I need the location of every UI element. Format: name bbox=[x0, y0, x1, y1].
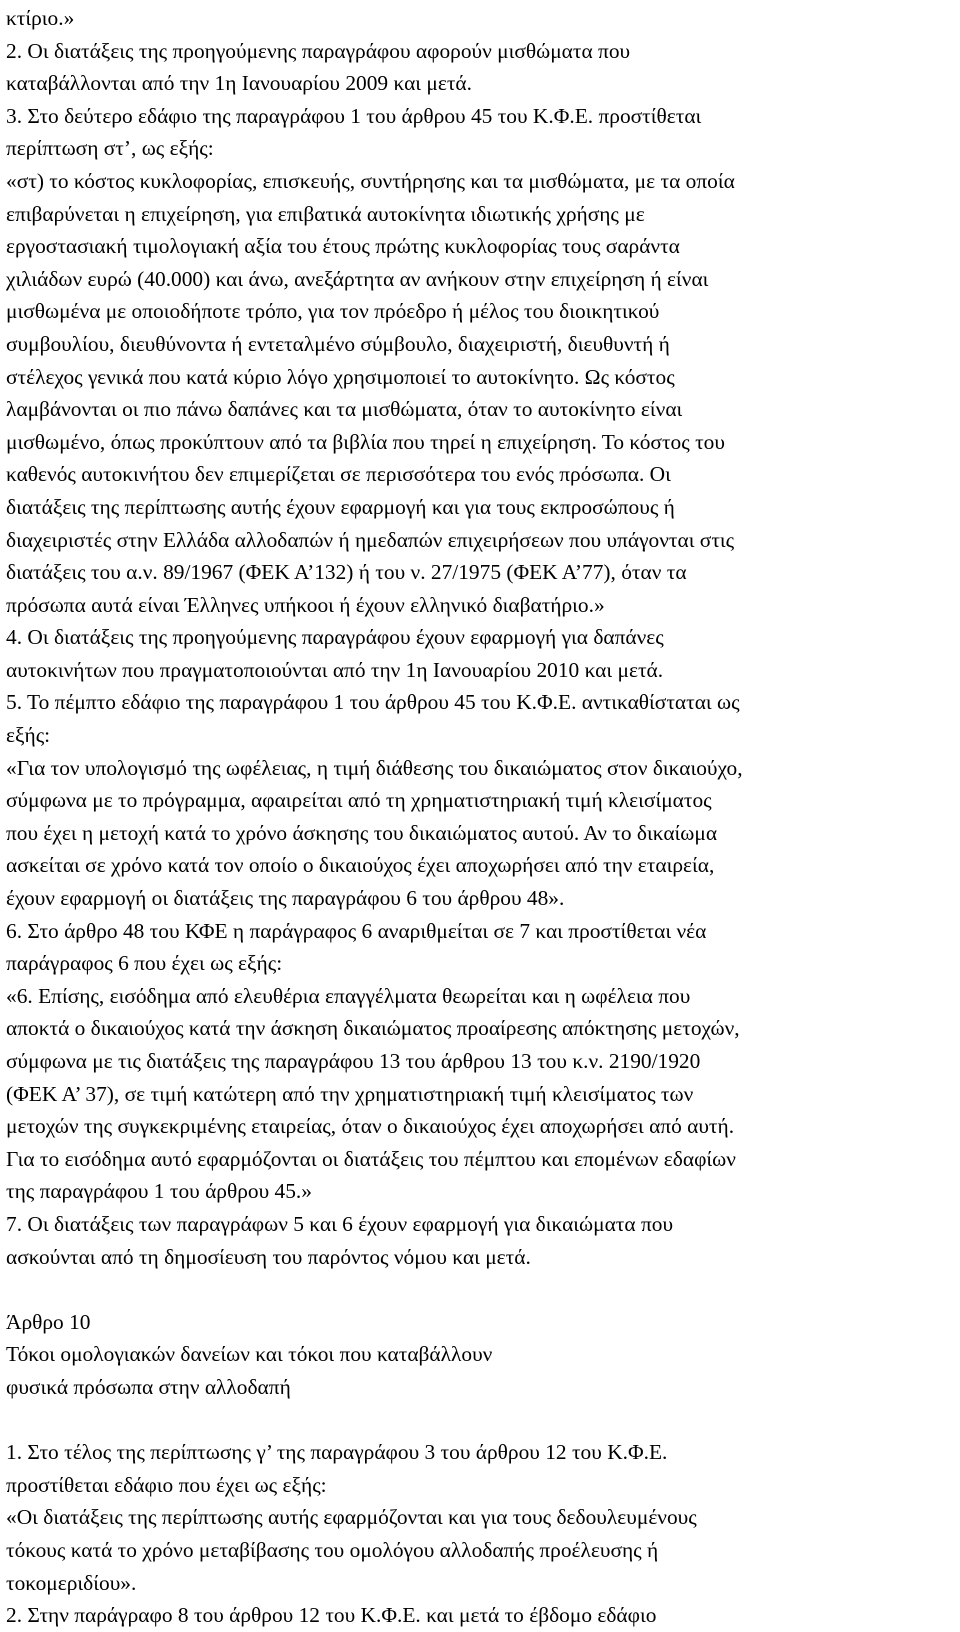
text-line: παράγραφος 6 που έχει ως εξής: bbox=[6, 951, 283, 976]
text-line: ασκούνται από τη δημοσίευση του παρόντος νόμου και μετά. bbox=[6, 1244, 531, 1269]
text-line: ασκείται σε χρόνο κατά τον οποίο ο δικαιούχος έχει αποχωρήσει από την εταιρεία, bbox=[6, 853, 715, 878]
text-line: «Για τον υπολογισμό της ωφέλειας, η τιμή διάθεσης του δικαιώματος στον δικαιούχο, bbox=[6, 755, 743, 780]
text-line: κτίριο.» bbox=[6, 6, 75, 30]
text-line: 2. Στην παράγραφο 8 του άρθρου 12 του Κ.Φ.Ε. και μετά το έβδομο εδάφιο bbox=[6, 1603, 657, 1628]
text-line: τοκομεριδίου». bbox=[6, 1570, 137, 1595]
text-line: 2. Οι διατάξεις της προηγούμενης παραγράφου αφορούν μισθώματα που bbox=[6, 38, 631, 63]
text-line: 7. Οι διατάξεις των παραγράφων 5 και 6 έχουν εφαρμογή για δικαιώματα που bbox=[6, 1211, 674, 1236]
text-line: διατάξεις του α.ν. 89/1967 (ΦΕΚ Α’132) ή του ν. 27/1975 (ΦΕΚ Α’77), όταν τα bbox=[6, 560, 687, 585]
text-line: αυτοκινήτων που πραγματοποιούνται από την 1η Ιανουαρίου 2010 και μετά. bbox=[6, 657, 664, 682]
text-line: επιβαρύνεται η επιχείρηση, για επιβατικά αυτοκίνητα ιδιωτικής χρήσης με bbox=[6, 201, 645, 226]
text-line: λαμβάνονται οι πιο πάνω δαπάνες και τα μισθώματα, όταν το αυτοκίνητο είναι bbox=[6, 397, 683, 422]
text-line: 5. Το πέμπτο εδάφιο της παραγράφου 1 του άρθρου 45 του Κ.Φ.Ε. αντικαθίσταται ως bbox=[6, 690, 740, 715]
text-line: προστίθεται εδάφιο που έχει ως εξής: bbox=[6, 1472, 327, 1497]
text-line: που έχει η μετοχή κατά το χρόνο άσκησης του δικαιώματος αυτού. Αν το δικαίωμα bbox=[6, 820, 718, 845]
text-line: έχουν εφαρμογή οι διατάξεις της παραγράφου 6 του άρθρου 48». bbox=[6, 886, 565, 911]
text-line: της παραγράφου 1 του άρθρου 45.» bbox=[6, 1179, 312, 1204]
text-line: τόκους κατά το χρόνο μεταβίβασης του ομολόγου αλλοδαπής προέλευσης ή bbox=[6, 1537, 659, 1562]
text-line: μισθωμένο, όπως προκύπτουν από τα βιβλία που τηρεί η επιχείρηση. Το κόστος του bbox=[6, 429, 725, 454]
text-line: στέλεχος γενικά που κατά κύριο λόγο χρησιμοποιεί το αυτοκίνητο. Ως κόστος bbox=[6, 364, 675, 389]
text-line: σύμφωνα με το πρόγραμμα, αφαιρείται από τη χρηματιστηριακή τιμή κλεισίματος bbox=[6, 788, 712, 813]
text-line: εργοστασιακή τιμολογιακή αξία του έτους πρώτης κυκλοφορίας τους σαράντα bbox=[6, 234, 680, 259]
text-line: χιλιάδων ευρώ (40.000) και άνω, ανεξάρτητα αν ανήκουν στην επιχείρηση ή είναι bbox=[6, 266, 709, 291]
text-line: αποκτά ο δικαιούχος κατά την άσκηση δικαιώματος προαίρεσης απόκτησης μετοχών, bbox=[6, 1016, 740, 1041]
text-line: Για το εισόδημα αυτό εφαρμόζονται οι διατάξεις του πέμπτου και επομένων εδαφίων bbox=[6, 1146, 736, 1171]
text-line: μετοχών της συγκεκριμένης εταιρείας, όταν ο δικαιούχος έχει αποχωρήσει από αυτή. bbox=[6, 1114, 735, 1139]
text-line: (ΦΕΚ Α’ 37), σε τιμή κατώτερη από την χρηματιστηριακή τιμή κλεισίματος των bbox=[6, 1081, 694, 1106]
text-line: «6. Επίσης, εισόδημα από ελευθέρια επαγγέλματα θεωρείται και η ωφέλεια που bbox=[6, 983, 691, 1008]
text-line: καταβάλλονται από την 1η Ιανουαρίου 2009 και μετά. bbox=[6, 71, 472, 96]
text-line: σύμφωνα με τις διατάξεις της παραγράφου 13 του άρθρου 13 του κ.ν. 2190/1920 bbox=[6, 1049, 701, 1073]
text-line: 3. Στο δεύτερο εδάφιο της παραγράφου 1 του άρθρου 45 του Κ.Φ.Ε. προστίθεται bbox=[6, 103, 702, 128]
blank-line bbox=[6, 1404, 950, 1437]
article-title-line: Τόκοι ομολογιακών δανείων και τόκοι που καταβάλλουν bbox=[6, 1342, 493, 1367]
text-line: μισθωμένα με οποιοδήποτε τρόπο, για τον πρόεδρο ή μέλος του διοικητικού bbox=[6, 299, 660, 324]
text-line: καθενός αυτοκινήτου δεν επιμερίζεται σε περισσότερα του ενός πρόσωπα. Οι bbox=[6, 462, 671, 487]
text-line: διατάξεις της περίπτωσης αυτής έχουν εφαρμογή και για τους εκπροσώπους ή bbox=[6, 494, 675, 519]
text-block-part2 bbox=[6, 1436, 950, 1632]
text-line: 1. Στο τέλος της περίπτωσης γ’ της παραγράφου 3 του άρθρου 12 του Κ.Φ.Ε. bbox=[6, 1440, 668, 1465]
text-line: 4. Οι διατάξεις της προηγούμενης παραγράφου έχουν εφαρμογή για δαπάνες bbox=[6, 625, 664, 650]
article-heading bbox=[6, 1306, 950, 1404]
text-block-part1 bbox=[6, 2, 950, 1273]
text-line: εξής: bbox=[6, 723, 51, 748]
text-line: «στ) το κόστος κυκλοφορίας, επισκευής, συντήρησης και τα μισθώματα, με τα οποία bbox=[6, 168, 735, 193]
text-line: περίπτωση στ’, ως εξής: bbox=[6, 136, 214, 161]
article-number: Άρθρο 10 bbox=[6, 1309, 91, 1334]
text-line: 6. Στο άρθρο 48 του ΚΦΕ η παράγραφος 6 αναριθμείται σε 7 και προστίθεται νέα bbox=[6, 918, 707, 943]
text-line: συμβουλίου, διευθύνοντα ή εντεταλμένο σύμβουλο, διαχειριστή, διευθυντή ή bbox=[6, 331, 670, 356]
article-title-line: φυσικά πρόσωπα στην αλλοδαπή bbox=[6, 1374, 291, 1399]
blank-line bbox=[6, 1273, 950, 1306]
text-line: πρόσωπα αυτά είναι Έλληνες υπήκοοι ή έχουν ελληνικό διαβατήριο.» bbox=[6, 592, 605, 617]
text-line: «Οι διατάξεις της περίπτωσης αυτής εφαρμόζονται και για τους δεδουλευμένους bbox=[6, 1505, 697, 1530]
text-line: διαχειριστές στην Ελλάδα αλλοδαπών ή ημεδαπών επιχειρήσεων που υπάγονται στις bbox=[6, 527, 735, 552]
